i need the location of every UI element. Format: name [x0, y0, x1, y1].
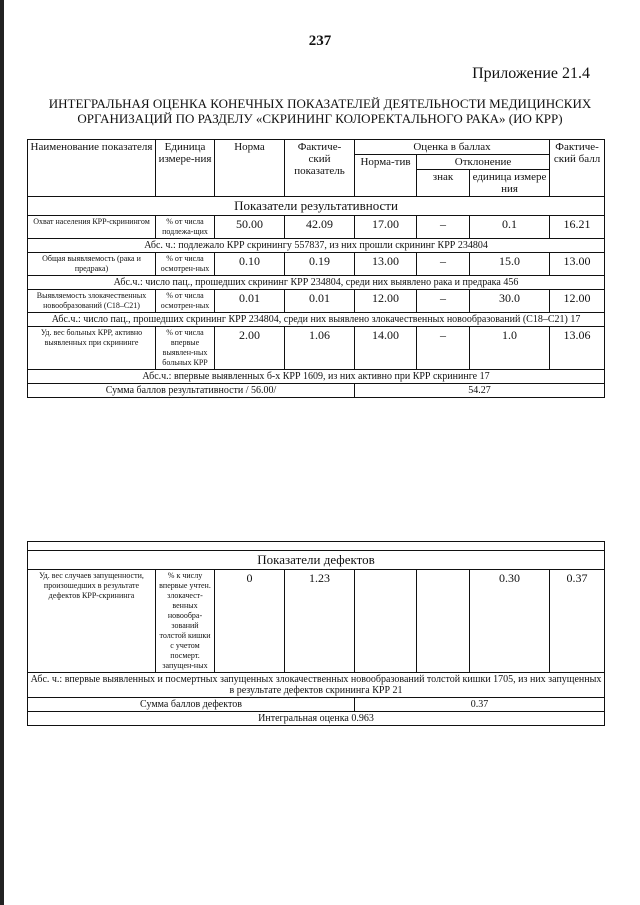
row-sign: – [417, 216, 470, 239]
row-score: 16.21 [550, 216, 605, 239]
page-number: 237 [308, 33, 332, 49]
results-table [27, 139, 605, 398]
header-norm: Норма [215, 140, 285, 197]
row-note: Абс.ч.: число пац., прошедших скрининг КРР 234804, среди них выявлено злокачественных новообразований (C18–C21) 17 [28, 313, 605, 327]
row-score: 13.00 [550, 253, 605, 276]
row-name: Выявляемость злокачественных новообразований (C18–C21) [28, 290, 156, 313]
header-score: Оценка в баллах [355, 140, 550, 155]
row-dev: 0.1 [470, 216, 550, 239]
row-actual: 1.23 [285, 570, 355, 673]
header-unit: Единица измере-ния [156, 140, 215, 197]
row-dev: 30.0 [470, 290, 550, 313]
sum-defects-label: Сумма баллов дефектов [28, 698, 355, 712]
document-title [40, 96, 600, 126]
scan-edge [0, 0, 4, 905]
row-sign: – [417, 253, 470, 276]
row-actual: 1.06 [285, 327, 355, 370]
row-unit: % от числа осмотрен-ных [156, 253, 215, 276]
header-sign: знак [417, 170, 470, 197]
row-sign [417, 570, 470, 673]
section-defects: Показатели дефектов [28, 551, 605, 570]
row-sign: – [417, 290, 470, 313]
appendix-label: Приложение 21.4 [472, 65, 590, 82]
row-name: Уд. вес больных КРР, активно выявленных при скрининге [28, 327, 156, 370]
blank-row [28, 542, 605, 551]
row-name: Общая выявляемость (рака и предрака) [28, 253, 156, 276]
header-actual-score: Фактиче-ский балл [550, 140, 605, 197]
row-norm: 0 [215, 570, 285, 673]
section-results: Показатели результативности [28, 197, 605, 216]
row-score: 0.37 [550, 570, 605, 673]
row-unit: % от числа впервые выявлен-ных больных КРР [156, 327, 215, 370]
header-actual: Фактиче-ский показатель [285, 140, 355, 197]
row-note: Абс. ч.: подлежало КРР скринингу 557837, из них прошли скрининг КРР 234804 [28, 239, 605, 253]
title-line-1: ИНТЕГРАЛЬНАЯ ОЦЕНКА КОНЕЧНЫХ ПОКАЗАТЕЛЕЙ ДЕЯТЕЛЬНОСТИ МЕДИЦИНСКИХ [48, 96, 592, 111]
row-sign: – [417, 327, 470, 370]
row-norm-score [355, 570, 417, 673]
row-norm: 2.00 [215, 327, 285, 370]
sum-results-label: Сумма баллов результативности / 56.00/ [28, 384, 355, 398]
defects-table [27, 541, 605, 726]
row-note: Абс. ч.: впервые выявленных и посмертных запущенных злокачественных новообразований толстой кишки 1705, из них запущенных в результате дефектов скрининга КРР 21 [28, 673, 605, 698]
row-note: Абс.ч.: впервые выявленных б-х КРР 1609, из них активно при КРР скрининге 17 [28, 370, 605, 384]
row-score: 12.00 [550, 290, 605, 313]
row-norm-score: 17.00 [355, 216, 417, 239]
row-norm: 50.00 [215, 216, 285, 239]
row-norm-score: 12.00 [355, 290, 417, 313]
header-norm-score: Норма-тив [355, 155, 417, 197]
row-actual: 42.09 [285, 216, 355, 239]
header-dev-unit: единица измере ния [470, 170, 550, 197]
integral-score: Интегральная оценка 0.963 [28, 712, 605, 726]
table-row [28, 253, 605, 276]
table-row [28, 216, 605, 239]
row-name: Уд. вес случаев запущенности, произошедших в результате дефектов КРР-скрининга [28, 570, 156, 673]
table-row [28, 570, 605, 673]
row-unit: % к числу впервые учтен. злокачест-венных новообра-зований толстой кишки с учетом посмерт. запущен-ных [156, 570, 215, 673]
row-norm-score: 13.00 [355, 253, 417, 276]
row-dev: 1.0 [470, 327, 550, 370]
table-row [28, 290, 605, 313]
header-name: Наименование показателя [28, 140, 156, 197]
row-actual: 0.19 [285, 253, 355, 276]
row-unit: % от числа осмотрен-ных [156, 290, 215, 313]
row-norm: 0.10 [215, 253, 285, 276]
row-name: Охват населения КРР-скринингом [28, 216, 156, 239]
row-note: Абс.ч.: число пац., прошедших скрининг КРР 234804, среди них выявлено рака и предрака 456 [28, 276, 605, 290]
title-line-2: ОРГАНИЗАЦИЙ ПО РАЗДЕЛУ «СКРИНИНГ КОЛОРЕКТАЛЬНОГО РАКА» (ИО КРР) [77, 111, 563, 126]
table-row [28, 327, 605, 370]
row-actual: 0.01 [285, 290, 355, 313]
header-deviation: Отклонение [417, 155, 550, 170]
row-norm-score: 14.00 [355, 327, 417, 370]
sum-results-value: 54.27 [355, 384, 605, 398]
row-dev: 0.30 [470, 570, 550, 673]
row-score: 13.06 [550, 327, 605, 370]
row-dev: 15.0 [470, 253, 550, 276]
sum-defects-value: 0.37 [355, 698, 605, 712]
row-unit: % от числа подлежа-щих [156, 216, 215, 239]
row-norm: 0.01 [215, 290, 285, 313]
